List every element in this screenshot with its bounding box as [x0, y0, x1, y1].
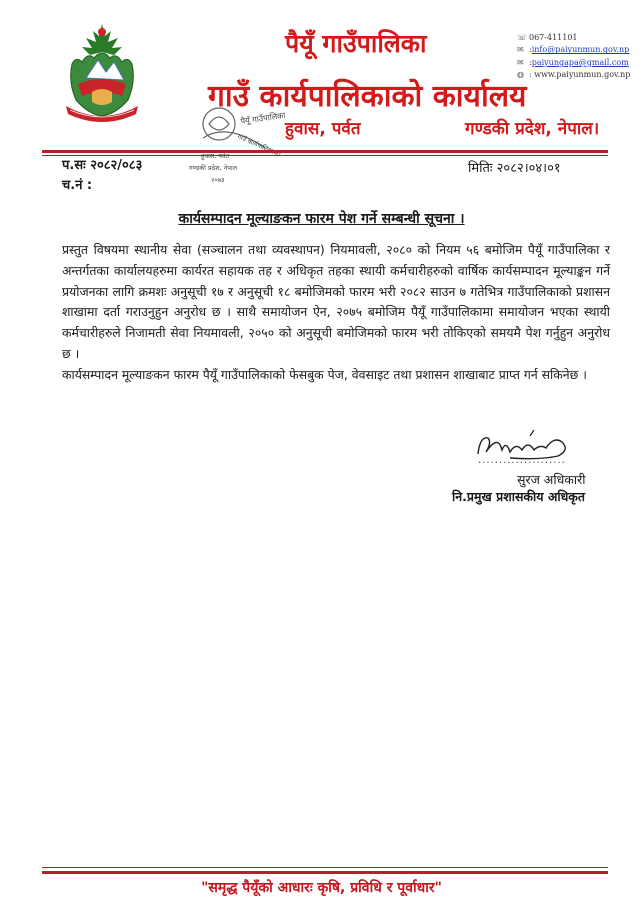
subject-text: कार्यसम्पादन मूल्याङकन फारम पेश गर्ने सम्बन्धी सूचना । — [178, 211, 465, 227]
office-seal-stamp — [183, 102, 286, 194]
reference-block — [62, 156, 142, 196]
phone-text: 067-411101 — [529, 33, 578, 42]
header-rule — [42, 150, 608, 153]
signer-designation: नि.प्रमुख प्रशासकीय अधिकृत — [452, 489, 586, 504]
svg-text:गण्डकी प्रदेश, नेपाल: गण्डकी प्रदेश, नेपाल — [189, 164, 238, 172]
mail-icon: ✉ — [517, 57, 524, 67]
office-name: पैयूँ गाउँपालिका — [285, 29, 427, 58]
globe-icon: ◍ — [517, 70, 524, 80]
mail-icon: ✉ — [517, 45, 524, 55]
subject-line — [0, 209, 643, 228]
svg-text:गाउँ कार्यपालिकाको: गाउँ कार्यपालिकाको — [236, 132, 282, 159]
signer-name: सुरज अधिकारी — [517, 472, 586, 487]
svg-text:हुवास, पर्वत: हुवास, पर्वत — [201, 152, 230, 160]
website-text[interactable]: : www.paiyunmun.gov.np — [529, 70, 631, 80]
footer-rule-thin — [42, 867, 608, 868]
reference-number: प.सः २०८२/०८३ — [62, 158, 143, 173]
body-paragraph-2: कार्यसम्पादन मूल्याङकन फारम पैयूँ गाउँपालिकाको फेसबुक पेज, वेवसाइट तथा प्रशासन शाखाबाट प्राप्त गर्न सकिनेछ । — [62, 366, 587, 382]
signature-dotted-line: ..................... — [478, 455, 566, 466]
email-link-secondary[interactable]: paiyungapa@gmail.com — [531, 57, 629, 67]
phone-icon: ☏ — [517, 33, 528, 42]
dispatch-number: च.नं : — [62, 178, 93, 193]
office-title: गाउँ कार्यपालिकाको कार्यालय — [208, 79, 527, 114]
email-link-primary[interactable]: info@paiyunmun.gov.np — [531, 45, 630, 55]
office-location: हुवास, पर्वत — [285, 119, 361, 139]
footer-slogan: "समृद्ध पैयूँको आधारः कृषि, प्रविधि र पूर्वाधार" — [201, 880, 442, 896]
footer-rule — [42, 871, 608, 874]
letter-body — [62, 240, 610, 386]
contact-email-secondary: ✉ : paiyungapa@gmail.com — [517, 57, 630, 69]
office-province: गण्डकी प्रदेश, नेपाल। — [465, 119, 600, 139]
contact-website — [517, 69, 630, 81]
letter-date: मितिः २०८२।०४।०१ — [468, 161, 561, 176]
svg-text:२०७३: २०७३ — [211, 176, 225, 184]
nepal-emblem-logo — [58, 22, 146, 126]
contact-block — [517, 32, 630, 82]
svg-text:पैयूँ गाउँपालिका: पैयूँ गाउँपालिका — [240, 110, 286, 126]
body-paragraph-1: प्रस्तुत विषयमा स्थानीय सेवा (सञ्चालन तथा व्यवस्थापन) नियमावली, २०८० को नियम ५६ बमोजिम पैयूँ गाउँपालिका र अन्तर्गतका कार्यालयहरुमा कार्यरत सहायक तह र अधिकृत तहका स्थायी कर्मचारीहरुको वार्षिक कार्यसम्पादन मूल्याङ्कन गर्ने प्रयोजनका लागि क्रमशः अनुसूची १७ र अनुसूची १८ बमोजिमको फारम भरी २०८२ साउन ७ गतेभित्र गाउँपालिकाको प्रशासन शाखामा दर्ता गराउनुहुन अनुरोध छ । साथै समायोजन ऐन, २०७५ बमोजिम पैयूँ गाउँपालिकामा समायोजन भएका स्थायी कर्मचारीहरुले निजामती सेवा नियमावली, २०५० को अनुसूची बमोजिमको फारम भरी तोकिएको समयमै पेश गर्नुहुन अनुरोध छ । — [62, 242, 610, 361]
contact-phone — [517, 32, 630, 44]
contact-email-primary: ✉ : info@paiyunmun.gov.np — [517, 44, 630, 56]
